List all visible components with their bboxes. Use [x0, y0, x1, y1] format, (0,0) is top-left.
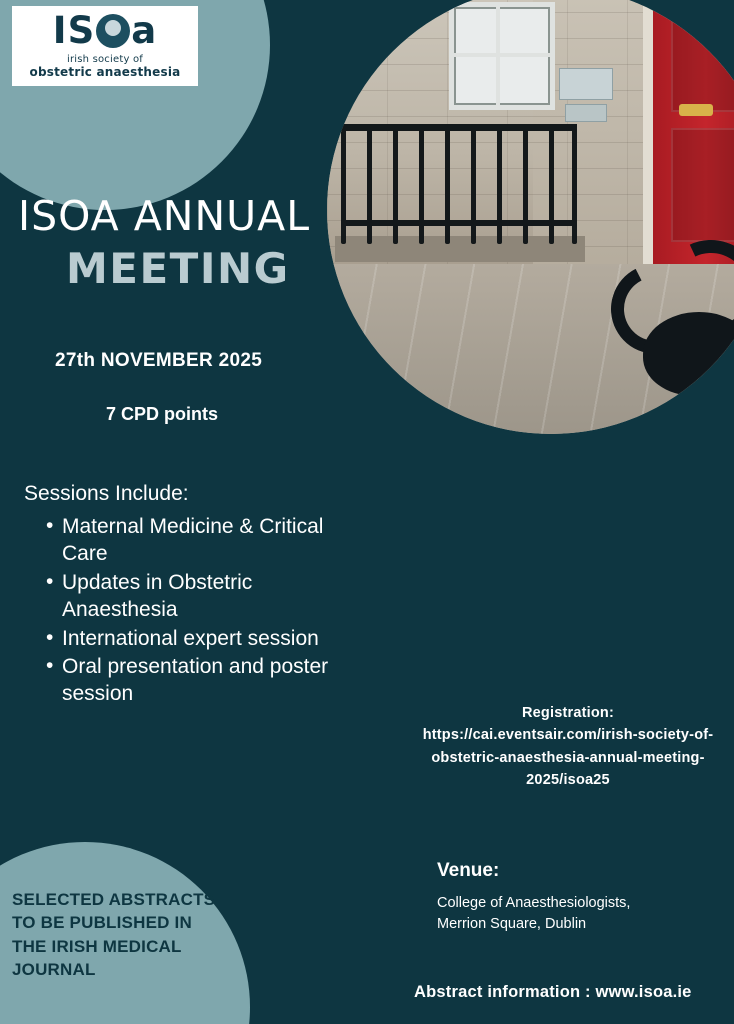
poster-title-line1: ISOA ANNUAL [18, 192, 311, 240]
photo-railing [341, 124, 577, 244]
venue-address-line2: Merrion Square, Dublin [437, 916, 587, 933]
registration-url[interactable]: https://cai.eventsair.com/irish-society-of-obstetric-anaesthesia-annual-meeting-2025/isoa25 [422, 727, 714, 789]
venue-address-line1: College of Anaesthesiologists, [437, 895, 631, 911]
event-date: 27th NOVEMBER 2025 [55, 350, 263, 371]
abstract-information[interactable]: Abstract information : www.isoa.ie [414, 983, 692, 1001]
georgian-doorway-photo [327, 0, 734, 434]
cpd-points: 7 CPD points [106, 404, 219, 424]
logo-wordmark: IS a [52, 9, 158, 53]
photo-door-panel-lower [671, 128, 734, 242]
photo-window [449, 2, 555, 110]
registration-block [418, 702, 718, 792]
sessions-list [24, 514, 344, 708]
photo-plaque-small [565, 104, 607, 122]
sessions-heading: Sessions Include: [24, 482, 189, 505]
isoa-logo [12, 6, 198, 86]
logo-baby-icon [96, 14, 130, 48]
list-item: • International expert session [46, 626, 344, 653]
logo-subtitle-line1: irish society of [66, 54, 143, 66]
venue-address [437, 893, 630, 935]
list-item: • Updates in Obstetric Anaesthesia [46, 570, 344, 624]
sessions-block [24, 482, 344, 710]
photo-iron-finial [605, 236, 734, 412]
logo-subtitle-line2: obstetric anaesthesia [29, 64, 181, 79]
photo-plaque [559, 68, 613, 100]
photo-red-door [643, 0, 734, 276]
photo-door-knocker [679, 104, 713, 116]
registration-label: Registration: [521, 705, 615, 721]
photo-door-panel-upper [671, 16, 734, 112]
venue-label: Venue: [437, 860, 500, 881]
poster-title-line2: MEETING [66, 244, 290, 293]
list-item: • Maternal Medicine & Critical Care [46, 514, 344, 568]
list-item: • Oral presentation and poster session [46, 654, 344, 708]
selected-abstracts-note: SELECTED ABSTRACTS TO BE PUBLISHED IN THE IRISH MEDICAL JOURNAL [12, 890, 216, 980]
